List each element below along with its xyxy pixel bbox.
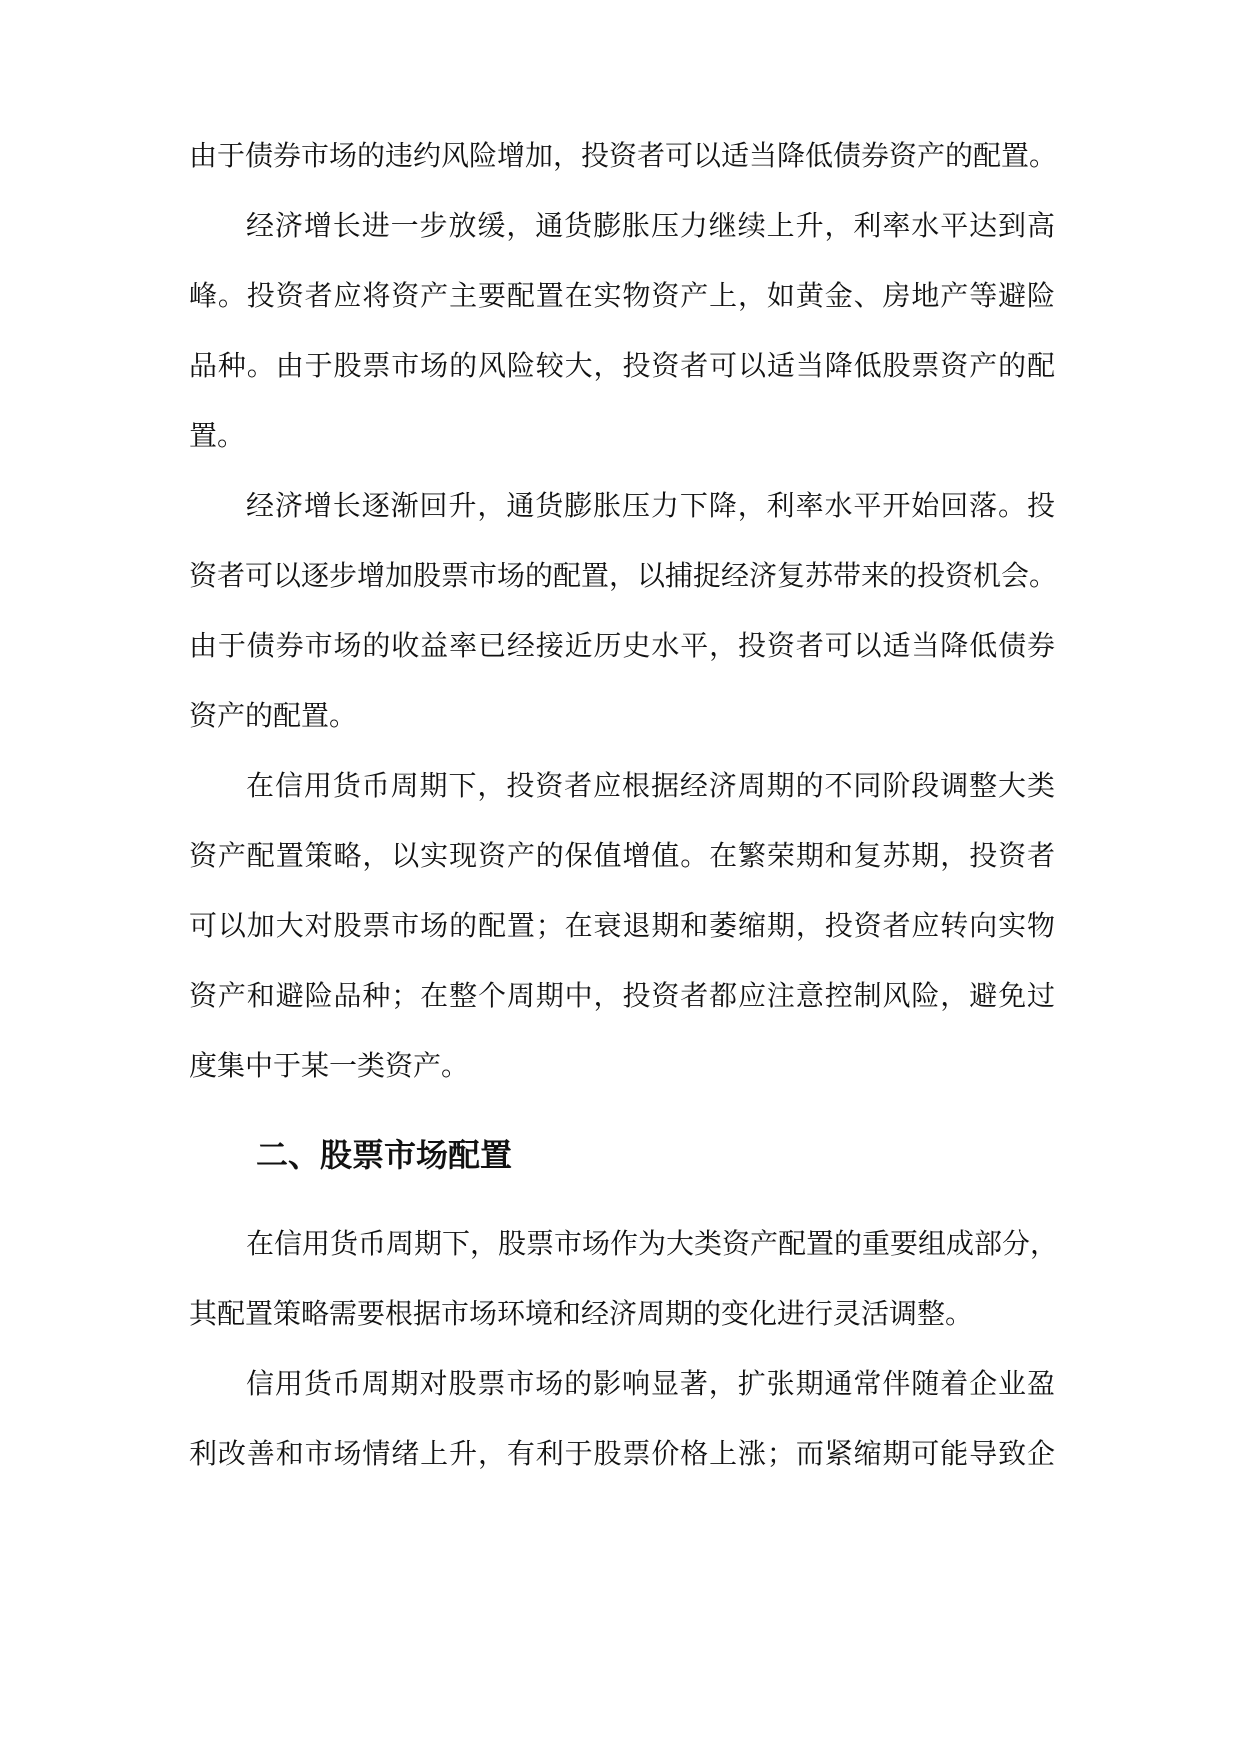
paragraph-line: 峰。投资者应将资产主要配置在实物资产上，如黄金、房地产等避险 — [189, 279, 1055, 312]
paragraph-line: 经济增长逐渐回升，通货膨胀压力下降，利率水平开始回落。投 — [246, 489, 1055, 522]
section-heading: 二、股票市场配置 — [256, 1136, 513, 1174]
paragraph-line: 信用货币周期对股票市场的影响显著，扩张期通常伴随着企业盈 — [246, 1367, 1055, 1400]
paragraph-line: 经济增长进一步放缓，通货膨胀压力继续上升，利率水平达到高 — [246, 209, 1055, 242]
paragraph-line: 其配置策略需要根据市场环境和经济周期的变化进行灵活调整。 — [189, 1297, 974, 1330]
paragraph-line: 在信用货币周期下，股票市场作为大类资产配置的重要组成部分， — [246, 1227, 1059, 1260]
paragraph-line: 置。 — [189, 419, 246, 452]
paragraph-line: 品种。由于股票市场的风险较大，投资者可以适当降低股票资产的配 — [189, 349, 1055, 382]
paragraph-line: 可以加大对股票市场的配置；在衰退期和萎缩期，投资者应转向实物 — [189, 909, 1055, 942]
paragraph-line: 由于债券市场的违约风险增加，投资者可以适当降低债券资产的配置。 — [189, 139, 1058, 172]
paragraph-line: 资者可以逐步增加股票市场的配置，以捕捉经济复苏带来的投资机会。 — [189, 559, 1058, 592]
paragraph-line: 资产配置策略，以实现资产的保值增值。在繁荣期和复苏期，投资者 — [189, 839, 1055, 872]
paragraph-line: 资产和避险品种；在整个周期中，投资者都应注意控制风险，避免过 — [189, 979, 1055, 1012]
paragraph-line: 利改善和市场情绪上升，有利于股票价格上涨；而紧缩期可能导致企 — [189, 1437, 1055, 1470]
paragraph-line: 由于债券市场的收益率已经接近历史水平，投资者可以适当降低债券 — [189, 629, 1055, 662]
paragraph-line: 在信用货币周期下，投资者应根据经济周期的不同阶段调整大类 — [246, 769, 1055, 802]
paragraph-line: 度集中于某一类资产。 — [189, 1049, 470, 1082]
paragraph-line: 资产的配置。 — [189, 699, 358, 732]
